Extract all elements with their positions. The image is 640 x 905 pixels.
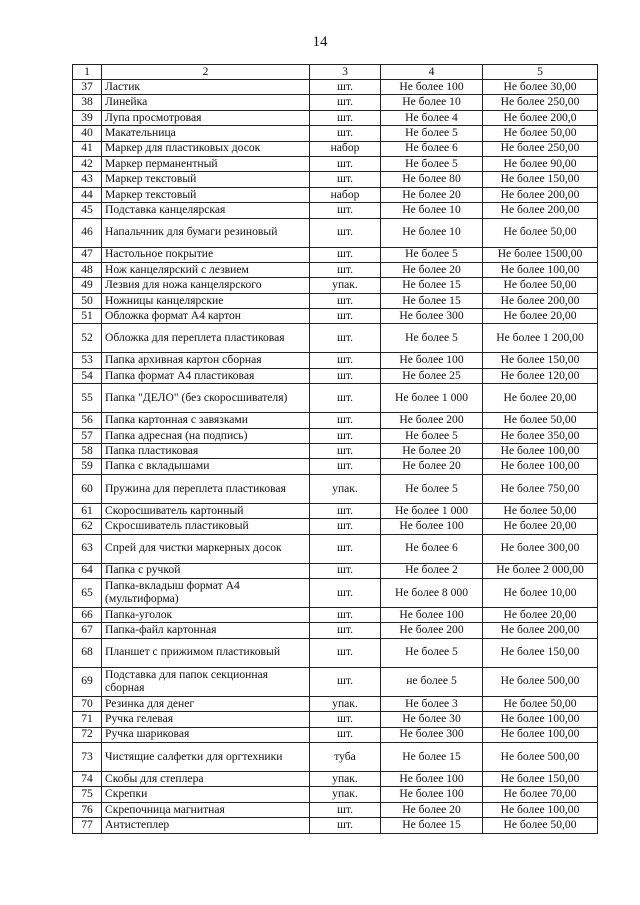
cell-price: Не более 50,00 [483, 126, 598, 141]
cell-number: 54 [73, 368, 102, 383]
cell-name: Скросшиватель пластиковый [102, 519, 310, 534]
table-row [73, 309, 598, 324]
cell-unit: шт. [310, 607, 381, 622]
cell-unit: шт. [310, 503, 381, 518]
table-row [73, 818, 598, 833]
cell-unit: шт. [310, 727, 381, 742]
table-row [73, 126, 598, 141]
cell-quantity: Не более 15 [381, 293, 483, 308]
cell-unit: шт. [310, 353, 381, 368]
table-row [73, 444, 598, 459]
cell-price: Не более 350,00 [483, 428, 598, 443]
cell-unit: упак. [310, 771, 381, 786]
table-row [73, 459, 598, 474]
cell-quantity: Не более 4 [381, 110, 483, 125]
cell-number: 77 [73, 818, 102, 833]
cell-quantity: Не более 1 000 [381, 503, 483, 518]
cell-price: Не более 100,00 [483, 802, 598, 817]
table-row [73, 727, 598, 742]
cell-name: Лезвия для ножа канцелярского [102, 278, 310, 293]
cell-unit: набор [310, 187, 381, 202]
cell-number: 63 [73, 534, 102, 563]
cell-price: Не более 20,00 [483, 607, 598, 622]
items-table [72, 64, 598, 834]
cell-price: Не более 70,00 [483, 787, 598, 802]
cell-quantity: Не более 20 [381, 459, 483, 474]
cell-number: 56 [73, 413, 102, 428]
table-row [73, 218, 598, 247]
cell-number: 42 [73, 156, 102, 171]
table-row [73, 534, 598, 563]
cell-quantity: Не более 3 [381, 696, 483, 711]
table-row [73, 428, 598, 443]
cell-number: 53 [73, 353, 102, 368]
cell-number: 55 [73, 384, 102, 413]
cell-quantity: Не более 6 [381, 534, 483, 563]
cell-number: 76 [73, 802, 102, 817]
cell-quantity: не более 5 [381, 667, 483, 696]
table-row [73, 771, 598, 786]
cell-price: Не более 100,00 [483, 727, 598, 742]
column-header: 2 [102, 65, 310, 80]
cell-name: Лупа просмотровая [102, 110, 310, 125]
cell-name: Ручка гелевая [102, 712, 310, 727]
cell-number: 66 [73, 607, 102, 622]
cell-unit: шт. [310, 563, 381, 578]
cell-unit: шт. [310, 413, 381, 428]
cell-name: Папка-уголок [102, 607, 310, 622]
cell-quantity: Не более 80 [381, 172, 483, 187]
table-row [73, 368, 598, 383]
cell-price: Не более 1 200,00 [483, 324, 598, 353]
cell-unit: шт. [310, 428, 381, 443]
cell-quantity: Не более 100 [381, 607, 483, 622]
cell-price: Не более 150,00 [483, 638, 598, 667]
cell-number: 57 [73, 428, 102, 443]
cell-price: Не более 100,00 [483, 459, 598, 474]
cell-name: Маркер для пластиковых досок [102, 141, 310, 156]
cell-name: Папка с ручкой [102, 563, 310, 578]
table-row [73, 712, 598, 727]
cell-name: Папка пластиковая [102, 444, 310, 459]
cell-price: Не более 100,00 [483, 444, 598, 459]
cell-unit: упак. [310, 474, 381, 503]
cell-number: 46 [73, 218, 102, 247]
cell-number: 38 [73, 95, 102, 110]
cell-name: Макательница [102, 126, 310, 141]
cell-unit: упак. [310, 696, 381, 711]
cell-number: 72 [73, 727, 102, 742]
cell-name: Пружина для переплета пластиковая [102, 474, 310, 503]
cell-quantity: Не более 100 [381, 519, 483, 534]
cell-price: Не более 150,00 [483, 771, 598, 786]
cell-price: Не более 200,00 [483, 203, 598, 218]
cell-unit: шт. [310, 667, 381, 696]
cell-price: Не более 100,00 [483, 712, 598, 727]
cell-price: Не более 200,0 [483, 110, 598, 125]
table-row [73, 578, 598, 607]
cell-name: Маркер перманентный [102, 156, 310, 171]
page-number: 14 [312, 34, 328, 50]
cell-number: 64 [73, 563, 102, 578]
cell-quantity: Не более 1 000 [381, 384, 483, 413]
table-row [73, 607, 598, 622]
cell-unit: шт. [310, 172, 381, 187]
cell-price: Не более 30,00 [483, 80, 598, 95]
cell-quantity: Не более 5 [381, 126, 483, 141]
table-row [73, 293, 598, 308]
table-row [73, 278, 598, 293]
cell-price: Не более 20,00 [483, 519, 598, 534]
cell-price: Не более 200,00 [483, 623, 598, 638]
cell-unit: шт. [310, 262, 381, 277]
cell-unit: шт. [310, 203, 381, 218]
cell-quantity: Не более 30 [381, 712, 483, 727]
cell-name: Папка-вкладыш формат А4 (мультиформа) [102, 578, 310, 607]
cell-quantity: Не более 8 000 [381, 578, 483, 607]
table-row [73, 802, 598, 817]
cell-unit: шт. [310, 712, 381, 727]
cell-quantity: Не более 5 [381, 247, 483, 262]
table-row [73, 696, 598, 711]
cell-quantity: Не более 10 [381, 203, 483, 218]
cell-quantity: Не более 5 [381, 638, 483, 667]
cell-unit: упак. [310, 787, 381, 802]
cell-number: 67 [73, 623, 102, 638]
cell-price: Не более 200,00 [483, 293, 598, 308]
cell-number: 52 [73, 324, 102, 353]
table-row [73, 187, 598, 202]
cell-name: Настольное покрытие [102, 247, 310, 262]
table-row [73, 324, 598, 353]
cell-number: 60 [73, 474, 102, 503]
table-row [73, 519, 598, 534]
cell-number: 58 [73, 444, 102, 459]
cell-name: Ластик [102, 80, 310, 95]
table-row [73, 474, 598, 503]
cell-number: 37 [73, 80, 102, 95]
cell-unit: набор [310, 141, 381, 156]
cell-unit: шт. [310, 126, 381, 141]
cell-name: Антистеплер [102, 818, 310, 833]
cell-number: 48 [73, 262, 102, 277]
cell-unit: шт. [310, 309, 381, 324]
cell-number: 44 [73, 187, 102, 202]
cell-quantity: Не более 20 [381, 187, 483, 202]
cell-name: Обложка для переплета пластиковая [102, 324, 310, 353]
cell-unit: шт. [310, 578, 381, 607]
cell-name: Ножницы канцелярские [102, 293, 310, 308]
cell-number: 43 [73, 172, 102, 187]
cell-name: Чистящие салфетки для оргтехники [102, 742, 310, 771]
cell-quantity: Не более 300 [381, 727, 483, 742]
cell-name: Папка формат А4 пластиковая [102, 368, 310, 383]
table-row [73, 742, 598, 771]
cell-unit: шт. [310, 95, 381, 110]
cell-unit: шт. [310, 444, 381, 459]
cell-unit: шт. [310, 802, 381, 817]
cell-quantity: Не более 100 [381, 787, 483, 802]
cell-number: 73 [73, 742, 102, 771]
cell-name: Скобы для степлера [102, 771, 310, 786]
table-header-row [73, 65, 598, 80]
cell-number: 45 [73, 203, 102, 218]
cell-number: 68 [73, 638, 102, 667]
table-row [73, 172, 598, 187]
cell-number: 69 [73, 667, 102, 696]
cell-quantity: Не более 20 [381, 444, 483, 459]
cell-number: 61 [73, 503, 102, 518]
cell-unit: шт. [310, 534, 381, 563]
cell-name: Скрепки [102, 787, 310, 802]
cell-name: Папка картонная с завязками [102, 413, 310, 428]
cell-quantity: Не более 15 [381, 278, 483, 293]
table-row [73, 563, 598, 578]
cell-quantity: Не более 100 [381, 771, 483, 786]
cell-name: Подставка канцелярская [102, 203, 310, 218]
table-row [73, 787, 598, 802]
cell-price: Не более 50,00 [483, 503, 598, 518]
cell-unit: шт. [310, 459, 381, 474]
cell-unit: шт. [310, 247, 381, 262]
cell-price: Не более 250,00 [483, 95, 598, 110]
cell-unit: туба [310, 742, 381, 771]
cell-price: Не более 50,00 [483, 218, 598, 247]
cell-unit: шт. [310, 156, 381, 171]
cell-name: Маркер текстовый [102, 172, 310, 187]
cell-price: Не более 500,00 [483, 742, 598, 771]
cell-unit: шт. [310, 218, 381, 247]
items-table-body [73, 65, 598, 834]
table-row [73, 503, 598, 518]
cell-price: Не более 20,00 [483, 384, 598, 413]
cell-price: Не более 2 000,00 [483, 563, 598, 578]
cell-quantity: Не более 200 [381, 413, 483, 428]
cell-name: Планшет с прижимом пластиковый [102, 638, 310, 667]
cell-name: Папка адресная (на подпись) [102, 428, 310, 443]
cell-quantity: Не более 15 [381, 818, 483, 833]
cell-unit: шт. [310, 324, 381, 353]
table-row [73, 203, 598, 218]
cell-quantity: Не более 5 [381, 474, 483, 503]
cell-quantity: Не более 5 [381, 324, 483, 353]
cell-quantity: Не более 100 [381, 80, 483, 95]
column-header: 1 [73, 65, 102, 80]
cell-price: Не более 50,00 [483, 413, 598, 428]
cell-name: Папка с вкладышами [102, 459, 310, 474]
cell-price: Не более 250,00 [483, 141, 598, 156]
cell-name: Папка-файл картонная [102, 623, 310, 638]
cell-quantity: Не более 20 [381, 262, 483, 277]
column-header: 5 [483, 65, 598, 80]
cell-price: Не более 1500,00 [483, 247, 598, 262]
table-row [73, 623, 598, 638]
cell-price: Не более 100,00 [483, 262, 598, 277]
cell-quantity: Не более 100 [381, 353, 483, 368]
table-row [73, 638, 598, 667]
cell-unit: шт. [310, 368, 381, 383]
cell-price: Не более 90,00 [483, 156, 598, 171]
cell-number: 41 [73, 141, 102, 156]
table-row [73, 80, 598, 95]
table-row [73, 110, 598, 125]
cell-unit: шт. [310, 110, 381, 125]
cell-price: Не более 50,00 [483, 696, 598, 711]
cell-unit: шт. [310, 638, 381, 667]
cell-name: Напальчник для бумаги резиновый [102, 218, 310, 247]
table-row [73, 95, 598, 110]
cell-number: 49 [73, 278, 102, 293]
cell-price: Не более 300,00 [483, 534, 598, 563]
cell-price: Не более 20,00 [483, 309, 598, 324]
table-row [73, 353, 598, 368]
table-row [73, 156, 598, 171]
cell-unit: шт. [310, 384, 381, 413]
cell-number: 39 [73, 110, 102, 125]
cell-quantity: Не более 300 [381, 309, 483, 324]
cell-name: Подставка для папок секционная сборная [102, 667, 310, 696]
cell-number: 71 [73, 712, 102, 727]
table-row [73, 141, 598, 156]
cell-number: 65 [73, 578, 102, 607]
table-row [73, 413, 598, 428]
cell-quantity: Не более 2 [381, 563, 483, 578]
cell-quantity: Не более 10 [381, 218, 483, 247]
cell-name: Линейка [102, 95, 310, 110]
cell-price: Не более 200,00 [483, 187, 598, 202]
cell-number: 75 [73, 787, 102, 802]
table-row [73, 247, 598, 262]
table-row [73, 667, 598, 696]
cell-quantity: Не более 25 [381, 368, 483, 383]
cell-name: Обложка формат А4 картон [102, 309, 310, 324]
cell-quantity: Не более 6 [381, 141, 483, 156]
table-row [73, 384, 598, 413]
cell-number: 51 [73, 309, 102, 324]
cell-quantity: Не более 15 [381, 742, 483, 771]
cell-quantity: Не более 5 [381, 428, 483, 443]
cell-number: 74 [73, 771, 102, 786]
table-row [73, 262, 598, 277]
cell-price: Не более 120,00 [483, 368, 598, 383]
cell-price: Не более 10,00 [483, 578, 598, 607]
column-header: 3 [310, 65, 381, 80]
cell-number: 59 [73, 459, 102, 474]
cell-unit: шт. [310, 293, 381, 308]
cell-quantity: Не более 10 [381, 95, 483, 110]
cell-quantity: Не более 5 [381, 156, 483, 171]
cell-price: Не более 500,00 [483, 667, 598, 696]
cell-name: Спрей для чистки маркерных досок [102, 534, 310, 563]
cell-unit: шт. [310, 818, 381, 833]
cell-name: Резинка для денег [102, 696, 310, 711]
cell-quantity: Не более 200 [381, 623, 483, 638]
cell-unit: шт. [310, 80, 381, 95]
cell-name: Нож канцелярский с лезвием [102, 262, 310, 277]
cell-name: Папка архивная картон сборная [102, 353, 310, 368]
cell-price: Не более 50,00 [483, 278, 598, 293]
cell-number: 50 [73, 293, 102, 308]
cell-unit: шт. [310, 519, 381, 534]
cell-price: Не более 150,00 [483, 172, 598, 187]
cell-name: Скрепочница магнитная [102, 802, 310, 817]
cell-name: Ручка шариковая [102, 727, 310, 742]
cell-unit: шт. [310, 623, 381, 638]
cell-price: Не более 750,00 [483, 474, 598, 503]
cell-number: 40 [73, 126, 102, 141]
cell-name: Скоросшиватель картонный [102, 503, 310, 518]
cell-price: Не более 50,00 [483, 818, 598, 833]
cell-name: Маркер текстовый [102, 187, 310, 202]
cell-unit: упак. [310, 278, 381, 293]
column-header: 4 [381, 65, 483, 80]
cell-number: 70 [73, 696, 102, 711]
cell-number: 62 [73, 519, 102, 534]
cell-number: 47 [73, 247, 102, 262]
cell-quantity: Не более 20 [381, 802, 483, 817]
cell-name: Папка "ДЕЛО" (без скоросшивателя) [102, 384, 310, 413]
cell-price: Не более 150,00 [483, 353, 598, 368]
